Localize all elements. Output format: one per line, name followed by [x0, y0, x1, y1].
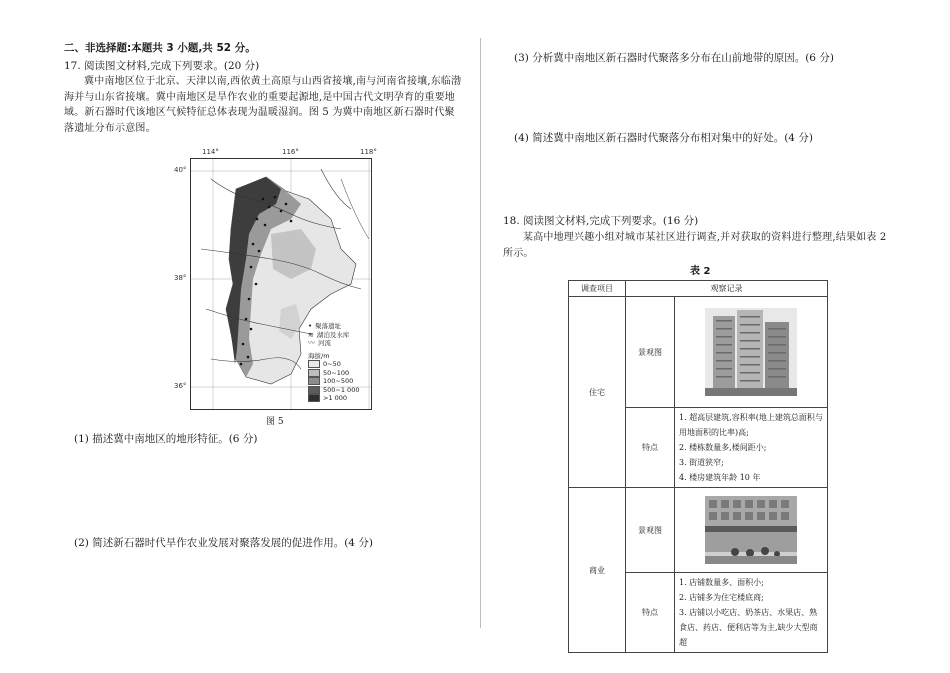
item-housing: 住宅: [569, 297, 626, 488]
commerce-features: [675, 573, 828, 653]
legend-elev-title: 海拔/m: [308, 351, 330, 360]
legend-elev-3: 500~1 000: [323, 385, 360, 394]
section-heading: 二、非选择题:本题共 3 小题,共 52 分。: [64, 42, 256, 54]
housing-feature-3: 3. 街道狭窄;: [679, 458, 724, 467]
legend-elev-0: 0~50: [323, 360, 341, 368]
column-divider: [480, 38, 481, 628]
table-title: 表 2: [690, 266, 711, 277]
lat-tick-40: 40°: [174, 166, 187, 174]
swatch-1: [308, 369, 320, 377]
survey-table: [568, 280, 828, 653]
legend-rivers: 河流: [318, 339, 331, 347]
legend-elev-2: 100~500: [323, 377, 354, 385]
lon-tick-116: 116°: [282, 148, 299, 156]
commerce-feature-3: 3. 店铺以小吃店、奶茶店、水果店、熟食店、药店、便利店等为主,缺少大型商超: [679, 608, 818, 647]
coastline: [341, 179, 369, 239]
header-record: 观察记录: [626, 281, 828, 297]
question-17-4: (4) 简述冀中南地区新石器时代聚落分布相对集中的好处。(4 分): [514, 132, 813, 144]
lon-tick-118: 118°: [360, 148, 377, 156]
housing-photo-cell: [675, 297, 828, 408]
figure-caption: 图 5: [266, 417, 284, 427]
item-commerce: 商业: [569, 488, 626, 653]
header-item: 调查项目: [569, 281, 626, 297]
commerce-feature-1: 1. 店铺数量多、面积小;: [679, 578, 764, 587]
legend-lakes: 湖泊及水库: [316, 330, 350, 339]
lon-tick-114: 114°: [202, 148, 219, 156]
swatch-3: [308, 386, 320, 394]
swatch-0: [308, 360, 320, 368]
question-17-title: 17. 阅读图文材料,完成下列要求。(20 分): [64, 60, 260, 72]
swatch-2: [308, 377, 320, 385]
left-column: [64, 40, 469, 136]
question-18-material: 某高中地理兴趣小组对城市某社区进行调查,并对获取的资料进行整理,结果如表 2 所示。: [503, 232, 887, 259]
housing-feature-1: 1. 超高层建筑,容积率(地上建筑总面积与用地面积的比率)高;: [679, 413, 823, 437]
housing-feature-2: 2. 楼栋数量多,楼间距小;: [679, 443, 767, 452]
legend-elev-1: 50~100: [323, 368, 350, 377]
question-17-3: (3) 分析冀中南地区新石器时代聚落多分布在山前地带的原因。(6 分): [514, 52, 834, 64]
question-17-1: (1) 描述冀中南地区的地形特征。(6 分): [74, 433, 258, 445]
housing-feature-4: 4. 楼房建筑年龄 10 年: [679, 473, 761, 482]
question-18-title: 18. 阅读图文材料,完成下列要求。(16 分): [503, 215, 699, 227]
table-row: [569, 297, 828, 408]
commerce-photo-cell: [675, 488, 828, 573]
housing-features: [675, 408, 828, 488]
feature-label: 特点: [626, 573, 675, 653]
swatch-4: [308, 394, 320, 402]
commerce-photo: [705, 496, 797, 564]
landscape-label: 景观图: [626, 488, 675, 573]
lat-tick-36: 36°: [174, 382, 187, 390]
table-row: [569, 488, 828, 573]
commerce-feature-2: 2. 店铺多为住宅楼底商;: [679, 593, 764, 602]
question-17-material: 冀中南地区位于北京、天津以南,西依黄土高原与山西省接壤,南与河南省接壤,东临渤海并与山东省接壤。冀中南地区是旱作农业的重要起源地,是中国古代文明孕育的重要地域。新石器时代该地区气候特征总体表现为温暖湿润。图 5 为冀中南地区新石器时代聚落遗址分布示意图。: [64, 76, 462, 134]
legend-sites: 聚落遗址: [315, 322, 342, 330]
map-legend: • 聚落遗址 ≋ 湖泊及水库 〰 河流 海拔/m 0~50 50~100 100~500 500~1 000 >1 000: [308, 322, 360, 402]
lat-tick-38: 38°: [174, 274, 187, 282]
housing-photo: [705, 308, 797, 396]
feature-label: 特点: [626, 408, 675, 488]
question-17-2: (2) 简述新石器时代旱作农业发展对聚落发展的促进作用。(4 分): [74, 537, 373, 549]
landscape-label: 景观图: [626, 297, 675, 408]
legend-elev-4: >1 000: [323, 394, 348, 402]
table-header-row: [569, 281, 828, 297]
river: [321, 169, 351, 209]
